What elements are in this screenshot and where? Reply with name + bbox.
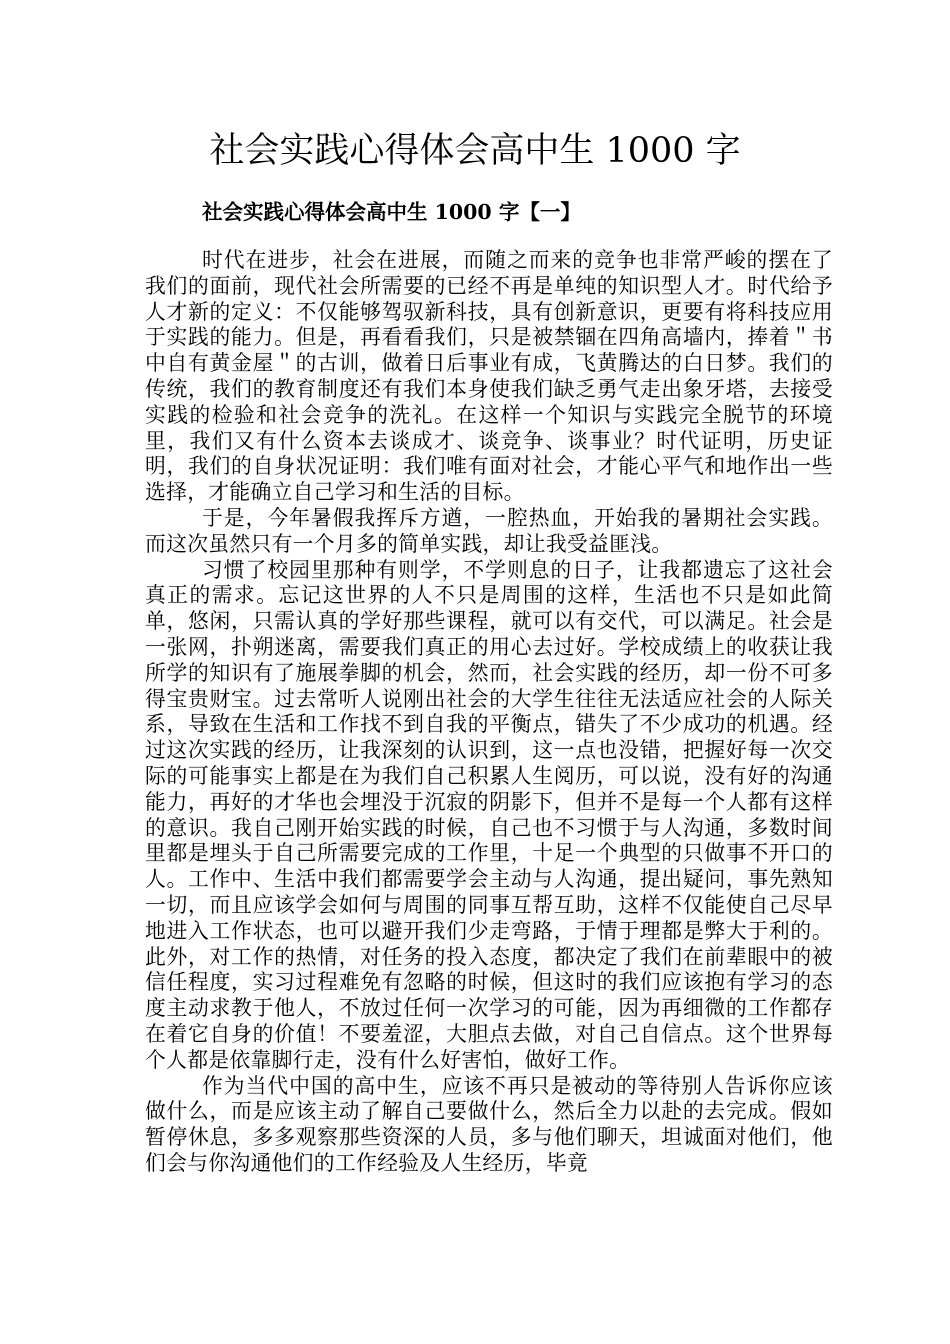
section-subtitle: 社会实践心得体会高中生 1000 字【一】 bbox=[202, 200, 581, 224]
page-title: 社会实践心得体会高中生 1000 字 bbox=[209, 131, 741, 171]
paragraph-1: 时代在进步，社会在进展，而随之而来的竞争也非常严峻的摆在了我们的面前，现代社会所需要的已经不再是单纯的知识型人才。时代给予人才新的定义：不仅能够驾驭新科技，具有创新意识，更要有将科技应用于实践的能力。但是，再看看我们，只是被禁锢在四角高墙内，捧着＂书中自有黄金屋＂的古训，做着日后事业有成，飞黄腾达的白日梦。我们的传统，我们的教育制度还有我们本身使我们缺乏勇气走出象牙塔，去接受实践的检验和社会竞争的洗礼。在这样一个知识与实践完全脱节的环境里，我们又有什么资本去谈成才、谈竞争、谈事业？时代证明，历史证明，我们的自身状况证明：我们唯有面对社会，才能心平气和地作出一些选择，才能确立自己学习和生活的目标。 bbox=[145, 248, 833, 505]
body-text bbox=[145, 248, 833, 1177]
paragraph-4: 作为当代中国的高中生，应该不再只是被动的等待别人告诉你应该做什么，而是应该主动了解自己要做什么，然后全力以赴的去完成。假如暂停休息，多多观察那些资深的人员，多与他们聊天，坦诚面对他们，他们会与你沟通他们的工作经验及人生经历，毕竟 bbox=[145, 1073, 833, 1175]
paragraph-3: 习惯了校园里那种有则学，不学则息的日子，让我都遗忘了这社会真正的需求。忘记这世界的人不只是周围的这样，生活也不只是如此简单，悠闲，只需认真的学好那些课程，就可以有交代，可以满足。社会是一张网，扑朔迷离，需要我们真正的用心去过好。学校成绩上的收获让我所学的知识有了施展拳脚的机会，然而，社会实践的经历，却一份不可多得宝贵财宝。过去常听人说刚出社会的大学生往往无法适应社会的人际关系，导致在生活和工作找不到自我的平衡点，错失了不少成功的机遇。经过这次实践的经历，让我深刻的认识到，这一点也没错，把握好每一次交际的可能事实上都是在为我们自己积累人生阅历，可以说，没有好的沟通能力，再好的才华也会埋没于沉寂的阴影下，但并不是每一个人都有这样的意识。我自己刚开始实践的时候，自己也不习惯于与人沟通，多数时间里都是埋头于自己所需要完成的工作里，十足一个典型的只做事不开口的人。工作中、生活中我们都需要学会主动与人沟通，提出疑问，事先熟知一切，而且应该学会如何与周围的同事互帮互助，这样不仅能使自己尽早地进入工作状态，也可以避开我们少走弯路，于情于理都是弊大于利的。此外，对工作的热情，对任务的投入态度，都决定了我们在前辈眼中的被信任程度，实习过程难免有忽略的时候，但这时的我们应该抱有学习的态度主动求教于他人，不放过任何一次学习的可能，因为再细微的工作都存在着它自身的价值！不要羞涩，大胆点去做，对自己自信点。这个世界每个人都是依靠脚行走，没有什么好害怕，做好工作。 bbox=[145, 557, 833, 1072]
paragraph-2: 于是，今年暑假我挥斥方遒，一腔热血，开始我的暑期社会实践。而这次虽然只有一个月多的简单实践，却让我受益匪浅。 bbox=[145, 505, 833, 556]
